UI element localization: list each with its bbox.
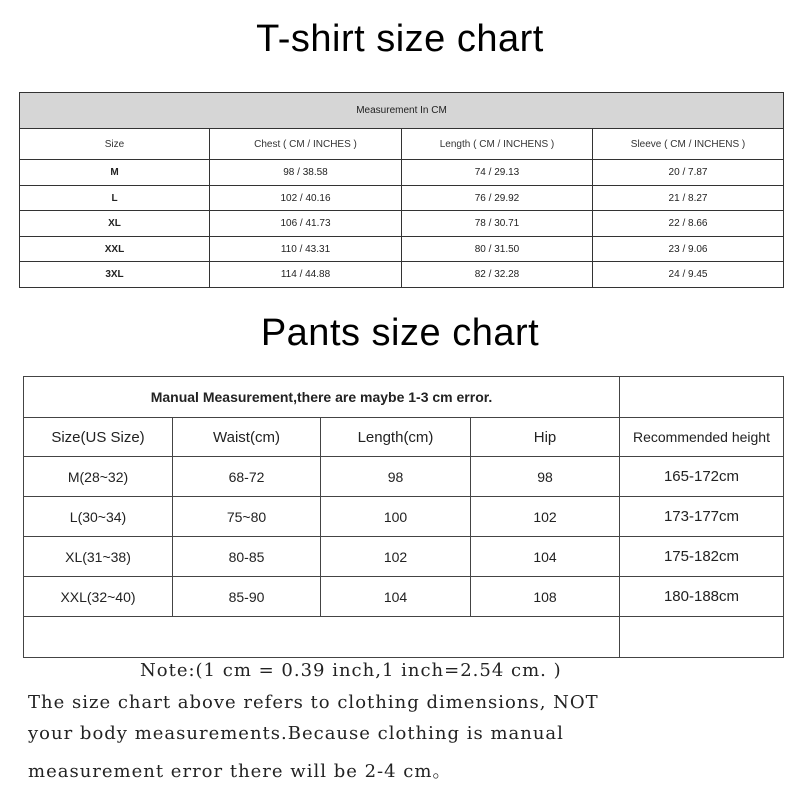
tshirt-cell-size: M	[20, 160, 210, 186]
tshirt-cell-length: 78 / 30.71	[402, 211, 593, 237]
tshirt-size-chart-title: T-shirt size chart	[256, 18, 544, 60]
pants-cell-hip: 108	[471, 577, 620, 617]
recommended-height-cell: 165-172cm	[620, 457, 784, 497]
pants-cell-length: 104	[321, 577, 471, 617]
table-row	[620, 537, 784, 577]
pants-cell-waist: 80-85	[173, 537, 321, 577]
note-text-line: your body measurements.Because clothing is manual	[28, 723, 564, 744]
table-row	[620, 457, 784, 497]
table-row	[24, 577, 620, 617]
tshirt-cell-length: 76 / 29.92	[402, 185, 593, 211]
pants-cell-hip: 102	[471, 497, 620, 537]
recommended-height-cell: 173-177cm	[620, 497, 784, 537]
tshirt-cell-sleeve: 21 / 8.27	[593, 185, 784, 211]
tshirt-cell-size: XXL	[20, 236, 210, 262]
pants-size-chart-title: Pants size chart	[260, 312, 540, 354]
tshirt-cell-size: XL	[20, 211, 210, 237]
pants-header-waist: Waist(cm)	[173, 418, 321, 457]
empty-cell	[620, 617, 784, 658]
table-row	[620, 497, 784, 537]
pants-cell-length: 102	[321, 537, 471, 577]
note-text-line: The size chart above refers to clothing dimensions, NOT	[28, 692, 599, 713]
table-row	[24, 497, 620, 537]
tshirt-cell-sleeve: 23 / 9.06	[593, 236, 784, 262]
empty-cell	[24, 617, 620, 658]
pants-size-table	[23, 376, 620, 658]
tshirt-cell-length: 80 / 31.50	[402, 236, 593, 262]
recommended-blank-cell	[620, 377, 784, 418]
table-row	[20, 160, 784, 186]
tshirt-cell-chest: 106 / 41.73	[210, 211, 402, 237]
pants-cell-length: 100	[321, 497, 471, 537]
tshirt-cell-chest: 110 / 43.31	[210, 236, 402, 262]
table-row	[24, 457, 620, 497]
tshirt-cell-chest: 114 / 44.88	[210, 262, 402, 288]
tshirt-header-sleeve: Sleeve ( CM / INCHENS )	[593, 128, 784, 160]
table-row	[620, 577, 784, 617]
tshirt-cell-length: 82 / 32.28	[402, 262, 593, 288]
tshirt-cell-sleeve: 20 / 7.87	[593, 160, 784, 186]
note-conversion: Note:(1 cm = 0.39 inch,1 inch=2.54 cm. )	[140, 660, 562, 681]
table-row	[20, 185, 784, 211]
tshirt-table-caption: Measurement In CM	[20, 93, 784, 129]
recommended-height-cell: 175-182cm	[620, 537, 784, 577]
pants-cell-hip: 104	[471, 537, 620, 577]
tshirt-size-table	[19, 92, 784, 288]
pants-cell-waist: 68-72	[173, 457, 321, 497]
recommended-height-header: Recommended height	[620, 418, 784, 457]
tshirt-header-chest: Chest ( CM / INCHES )	[210, 128, 402, 160]
tshirt-cell-sleeve: 24 / 9.45	[593, 262, 784, 288]
tshirt-header-length: Length ( CM / INCHENS )	[402, 128, 593, 160]
pants-header-size: Size(US Size)	[24, 418, 173, 457]
recommended-height-cell: 180-188cm	[620, 577, 784, 617]
pants-cell-length: 98	[321, 457, 471, 497]
pants-header-length: Length(cm)	[321, 418, 471, 457]
pants-cell-size: XL(31~38)	[24, 537, 173, 577]
pants-cell-size: L(30~34)	[24, 497, 173, 537]
tshirt-cell-sleeve: 22 / 8.66	[593, 211, 784, 237]
recommended-height-table	[619, 376, 784, 658]
pants-cell-waist: 85-90	[173, 577, 321, 617]
tshirt-header-size: Size	[20, 128, 210, 160]
table-row	[20, 211, 784, 237]
pants-table-caption: Manual Measurement,there are maybe 1-3 cm error.	[24, 377, 620, 418]
table-row	[20, 236, 784, 262]
pants-cell-size: XXL(32~40)	[24, 577, 173, 617]
pants-cell-size: M(28~32)	[24, 457, 173, 497]
tshirt-cell-size: L	[20, 185, 210, 211]
tshirt-cell-chest: 98 / 38.58	[210, 160, 402, 186]
table-row	[20, 262, 784, 288]
tshirt-cell-length: 74 / 29.13	[402, 160, 593, 186]
pants-header-hip: Hip	[471, 418, 620, 457]
empty-row	[24, 617, 620, 658]
tshirt-cell-size: 3XL	[20, 262, 210, 288]
tshirt-cell-chest: 102 / 40.16	[210, 185, 402, 211]
note-text-line: measurement error there will be 2-4 cm。	[28, 761, 452, 782]
pants-cell-waist: 75~80	[173, 497, 321, 537]
table-row	[24, 537, 620, 577]
pants-cell-hip: 98	[471, 457, 620, 497]
